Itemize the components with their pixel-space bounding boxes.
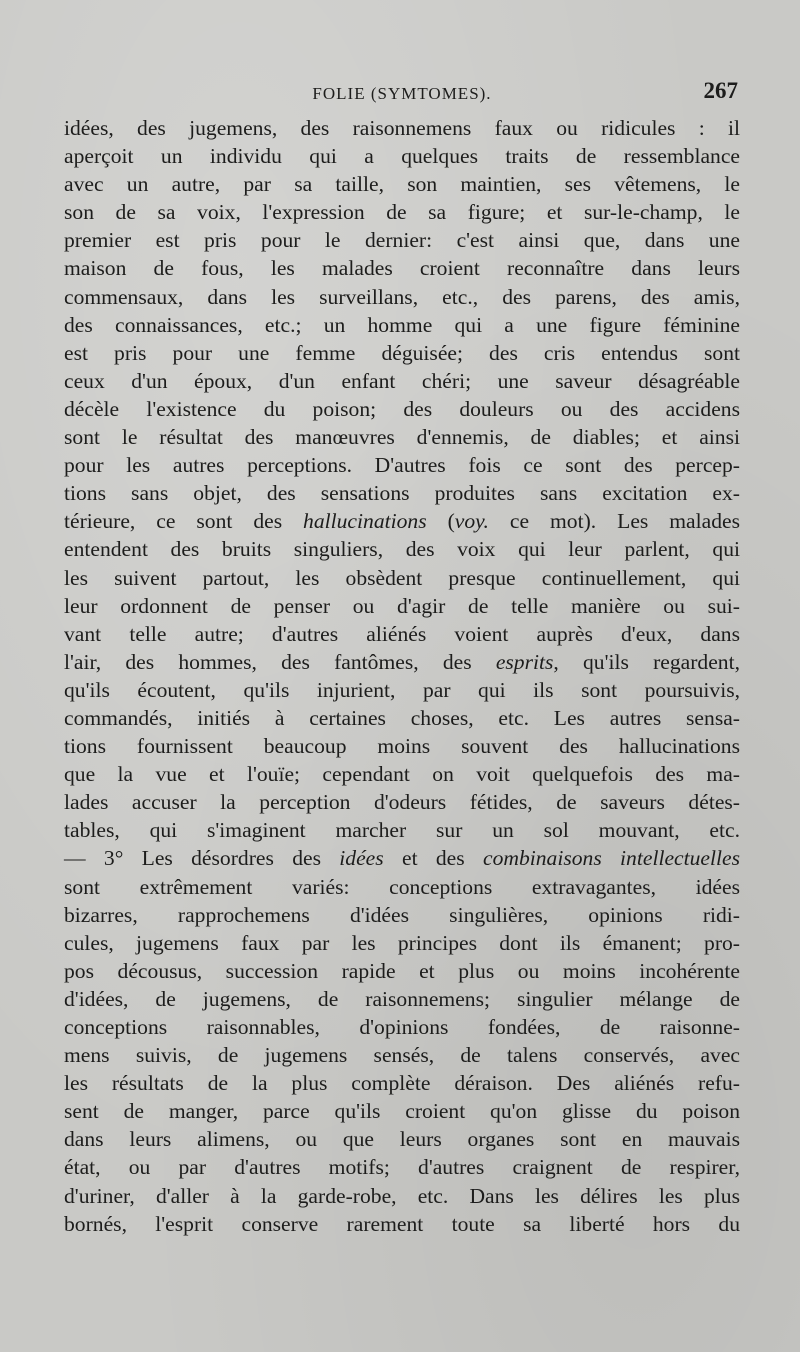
text-span: sent de manger, parce qu'ils croient qu'on glisse du poison (64, 1099, 740, 1124)
text-span: mens suivis, de jugemens sensés, de talens conservés, avec (64, 1043, 740, 1068)
running-title: FOLIE (SYMTOMES). (312, 84, 492, 103)
text-span: dans leurs alimens, ou que leurs organes sont en mauvais (64, 1127, 740, 1152)
text-line (64, 1041, 740, 1069)
text-line (64, 985, 740, 1013)
text-span: sont le résultat des manœuvres d'ennemis, de diables; et ainsi (64, 425, 740, 450)
text-line (64, 1210, 740, 1238)
text-line (64, 142, 740, 170)
text-line (64, 170, 740, 198)
text-line (64, 114, 740, 142)
italic-span: esprits (495, 649, 554, 674)
text-line (64, 226, 740, 254)
text-span: conceptions raisonnables, d'opinions fondées, de raisonne- (64, 1015, 740, 1039)
text-span: ceux d'un époux, d'un enfant chéri; une saveur désagréable (64, 368, 740, 393)
text-line (64, 395, 740, 423)
italic-span: voy. (454, 509, 489, 534)
text-span: premier est pris pour le dernier: c'est ainsi que, dans une (64, 228, 740, 253)
text-line (64, 507, 740, 535)
text-span: cules, jugemens faux par les principes dont ils émanent; pro- (64, 930, 740, 955)
text-span: d'idées, de jugemens, de raisonnemens; singulier mélange de (64, 986, 740, 1011)
text-span: ( (426, 509, 455, 534)
text-line (64, 1013, 740, 1041)
text-line (64, 1069, 740, 1097)
text-span: commensaux, dans les surveillans, etc., des parens, des amis, (64, 284, 740, 309)
text-line (64, 1153, 740, 1181)
text-span: son de sa voix, l'expression de sa figure; et sur-le-champ, le (64, 200, 740, 225)
text-line (64, 732, 740, 760)
text-line (64, 564, 740, 592)
text-span: lades accuser la perception d'odeurs fétides, de saveurs détes- (64, 790, 740, 815)
text-line (64, 535, 740, 563)
text-span: tions fournissent beaucoup moins souvent des hallucinations (64, 734, 740, 759)
italic-span: hallucinations (303, 509, 427, 534)
running-head (64, 78, 740, 108)
text-span: bornés, l'esprit conserve rarement toute sa liberté hors du (64, 1211, 740, 1236)
text-line (64, 423, 740, 451)
text-span: pos décousus, succession rapide et plus ou moins incohérente (64, 958, 740, 983)
text-span: entendent des bruits singuliers, des voix qui leur parlent, qui (64, 537, 740, 562)
text-line (64, 816, 740, 844)
text-line (64, 254, 740, 282)
text-line (64, 901, 740, 929)
text-span: ce mot). Les malades (488, 509, 740, 534)
text-span: aperçoit un individu qui a quelques traits de ressemblance (64, 144, 740, 169)
body-text (64, 114, 740, 1238)
text-line (64, 283, 740, 311)
text-span: tables, qui s'imaginent marcher sur un sol mouvant, etc. (64, 818, 740, 843)
text-line (64, 844, 740, 872)
text-span: l'air, des hommes, des fantômes, des (64, 649, 496, 674)
text-span: avec un autre, par sa taille, son maintien, ses vêtemens, le (64, 172, 740, 197)
text-span: idées, des jugemens, des raisonnemens faux ou ridicules : il (64, 116, 740, 140)
text-span: que la vue et l'ouïe; cependant on voit quelquefois des ma- (64, 762, 740, 787)
text-line (64, 676, 740, 704)
text-line (64, 760, 740, 788)
text-line (64, 648, 740, 676)
text-line (64, 1097, 740, 1125)
text-span: les suivent partout, les obsèdent presque continuellement, qui (64, 565, 740, 590)
text-line (64, 592, 740, 620)
text-span: décèle l'existence du poison; des douleurs ou des accidens (64, 396, 740, 421)
text-span: leur ordonnent de penser ou d'agir de telle manière ou sui- (64, 593, 740, 618)
text-line (64, 339, 740, 367)
text-span: bizarres, rapprochemens d'idées singulières, opinions ridi- (64, 902, 740, 927)
text-line (64, 620, 740, 648)
text-span: qu'ils écoutent, qu'ils injurient, par qui ils sont poursuivis, (64, 677, 740, 702)
text-span: vant telle autre; d'autres aliénés voient auprès d'eux, dans (64, 621, 740, 646)
text-span: état, ou par d'autres motifs; d'autres craignent de respirer, (64, 1155, 740, 1180)
italic-span: combinaisons intellectuelles (482, 846, 740, 871)
text-span: les résultats de la plus complète déraison. Des aliénés refu- (64, 1071, 740, 1096)
text-line (64, 1125, 740, 1153)
text-line (64, 929, 740, 957)
text-span: maison de fous, les malades croient reconnaître dans leurs (64, 256, 740, 281)
italic-span: idées (339, 846, 384, 871)
text-line (64, 873, 740, 901)
text-line (64, 311, 740, 339)
text-line (64, 479, 740, 507)
text-span: , qu'ils regardent, (553, 649, 740, 674)
text-line (64, 198, 740, 226)
text-line (64, 1182, 740, 1210)
text-span: térieure, ce sont des (64, 509, 304, 534)
text-line (64, 704, 740, 732)
text-span: commandés, initiés à certaines choses, etc. Les autres sensa- (64, 705, 740, 730)
text-span: est pris pour une femme déguisée; des cris entendus sont (64, 340, 740, 365)
text-span: des connaissances, etc.; un homme qui a une figure féminine (64, 312, 740, 337)
text-line (64, 367, 740, 395)
text-span: — 3° Les désordres des (64, 846, 340, 871)
text-line (64, 451, 740, 479)
text-line (64, 788, 740, 816)
text-span: sont extrêmement variés: conceptions extravagantes, idées (64, 874, 740, 899)
text-span: tions sans objet, des sensations produites sans excitation ex- (64, 481, 740, 506)
page-number: 267 (703, 78, 738, 103)
text-span: et des (383, 846, 483, 871)
text-line (64, 957, 740, 985)
text-span: d'uriner, d'aller à la garde-robe, etc. Dans les délires les plus (64, 1183, 740, 1208)
text-span: pour les autres perceptions. D'autres fois ce sont des percep- (64, 453, 740, 478)
